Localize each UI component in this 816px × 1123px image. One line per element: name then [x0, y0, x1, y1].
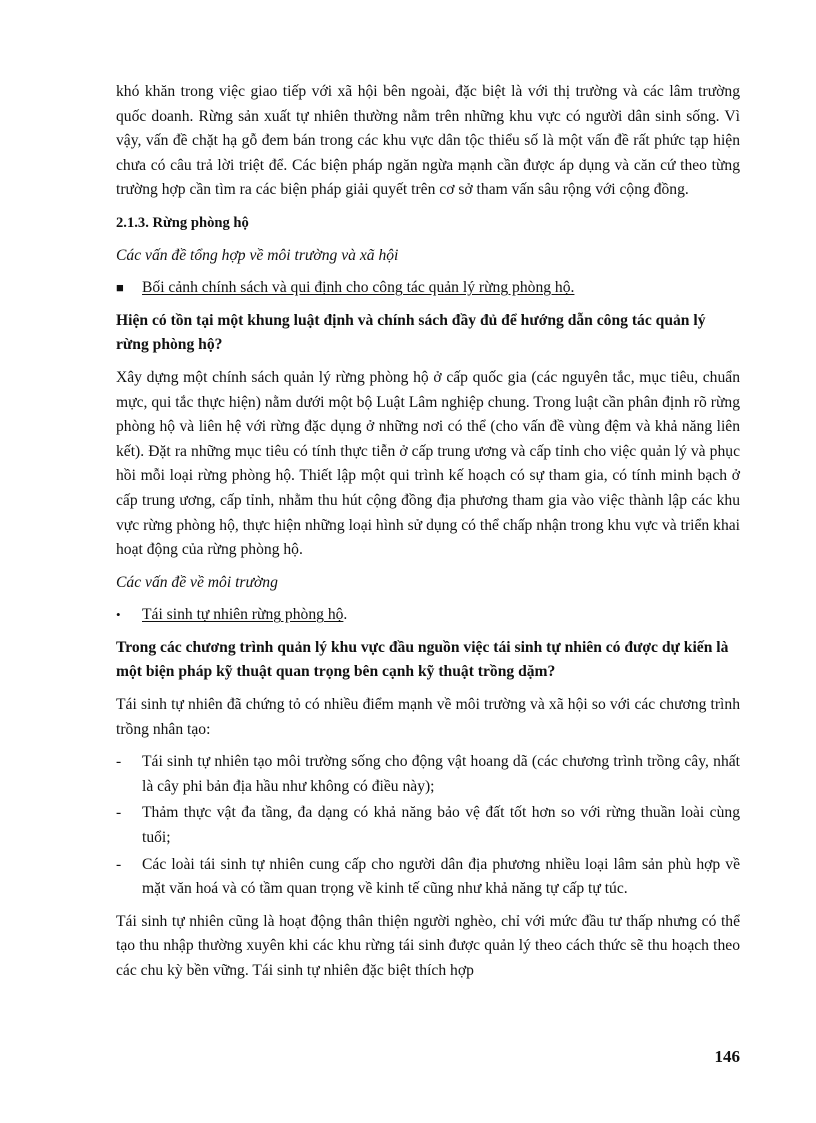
bullet-regeneration-text: Tái sinh tự nhiên rừng phòng hộ: [142, 606, 344, 624]
round-bullet-icon: •: [116, 607, 121, 623]
bullet-policy-text: Bối cảnh chính sách và qui định cho công tác quản lý rừng phòng hộ.: [142, 279, 575, 297]
list-item: [116, 750, 740, 799]
list-item-text: Các loài tái sinh tự nhiên cung cấp cho người dân địa phương nhiều loại lâm sản phù hợp về mặt văn hoá và có tầm quan trọng về kinh tế cũng như khả năng tự cấp tự túc.: [142, 855, 740, 898]
square-bullet-icon: ■: [116, 280, 124, 296]
bullet-policy-context: [116, 276, 740, 301]
dash-marker: -: [116, 804, 122, 822]
paragraph-regeneration-strengths: Tái sinh tự nhiên đã chứng tỏ có nhiều điểm mạnh về môi trường và xã hội so với các chương trình trồng nhân tạo:: [116, 696, 740, 738]
question-legal-framework: Hiện có tồn tại một khung luật định và chính sách đầy đủ để hướng dẫn công tác quản lý rừng phòng hộ?: [116, 311, 706, 354]
paragraph-pro-poor: Tái sinh tự nhiên cũng là hoạt động thân thiện người nghèo, chỉ với mức đầu tư thấp nhưng có thể tạo thu nhập thường xuyên khi các khu rừng tái sinh được quản lý theo cách thức sẽ thu hoạch theo các chu kỳ bền vững. Tái sinh tự nhiên đặc biệt thích hợp: [116, 912, 740, 979]
list-item: [116, 801, 740, 850]
dash-marker: -: [116, 753, 122, 771]
dash-marker: -: [116, 855, 122, 873]
bullet-natural-regeneration: [116, 603, 740, 628]
bullet-regeneration-period: .: [343, 606, 348, 624]
question-regeneration: Trong các chương trình quản lý khu vực đầu nguồn việc tái sinh tự nhiên có được dự kiến là một biện pháp kỹ thuật quan trọng bên cạnh kỹ thuật trồng dặm?: [116, 638, 729, 681]
paragraph-policy: Xây dựng một chính sách quản lý rừng phòng hộ ở cấp quốc gia (các nguyên tắc, mục tiêu, chuẩn mực, qui tắc thực hiện) nằm dưới một bộ Luật Lâm nghiệp chung. Trong luật cần phân định rõ rừng phòng hộ và liên hệ với rừng đặc dụng ở những nơi có thể (cho vấn đề vùng đệm và khả năng liên kết). Đặt ra những mục tiêu có tính thực tiễn ở cấp trung ương và cấp tỉnh cho việc quản lý và phục hồi mỗi loại rừng phòng hộ. Thiết lập một qui trình kế hoạch có sự tham gia, có tính minh bạch ở cấp trung ương, cấp tỉnh, nhằm thu hút cộng đồng địa phương tham gia vào việc thành lập các khu vực rừng phòng hộ, thực hiện những loại hình sử dụng có thể chấp nhận trong khu vực và triển khai hoạt động của rừng phòng hộ.: [116, 368, 740, 559]
document-page: [116, 80, 740, 992]
page-number: 146: [714, 1047, 740, 1066]
dash-list: [116, 750, 740, 902]
section-heading: 2.1.3. Rừng phòng hộ: [116, 214, 249, 231]
list-item: [116, 853, 740, 902]
subheading-environment: Các vấn đề về môi trường: [116, 573, 278, 591]
bullet-regeneration-wrapper: [142, 603, 347, 628]
list-item-text: Thảm thực vật đa tầng, đa dạng có khả năng bảo vệ đất tốt hơn so với rừng thuần loài cùng tuổi;: [142, 804, 740, 847]
subheading-social-environment: Các vấn đề tổng hợp về môi trường và xã hội: [116, 246, 399, 264]
list-item-text: Tái sinh tự nhiên tạo môi trường sống cho động vật hoang dã (các chương trình trồng cây, nhất là cây phi bản địa hầu như không có điều này);: [142, 753, 740, 795]
paragraph-intro: khó khăn trong việc giao tiếp với xã hội bên ngoài, đặc biệt là với thị trường và các lâm trường quốc doanh. Rừng sản xuất tự nhiên thường nằm trên những khu vực có người dân sinh sống. Vì vậy, vấn đề chặt hạ gỗ đem bán trong các khu vực dân tộc thiểu số là một vấn đề rất phức tạp hiện chưa có câu trả lời triệt để. Các biện pháp ngăn ngừa mạnh cần được áp dụng và căn cứ theo từng trường hợp cần tìm ra các biện pháp giải quyết trên cơ sở tham vấn sâu rộng với cộng đồng.: [116, 83, 740, 199]
